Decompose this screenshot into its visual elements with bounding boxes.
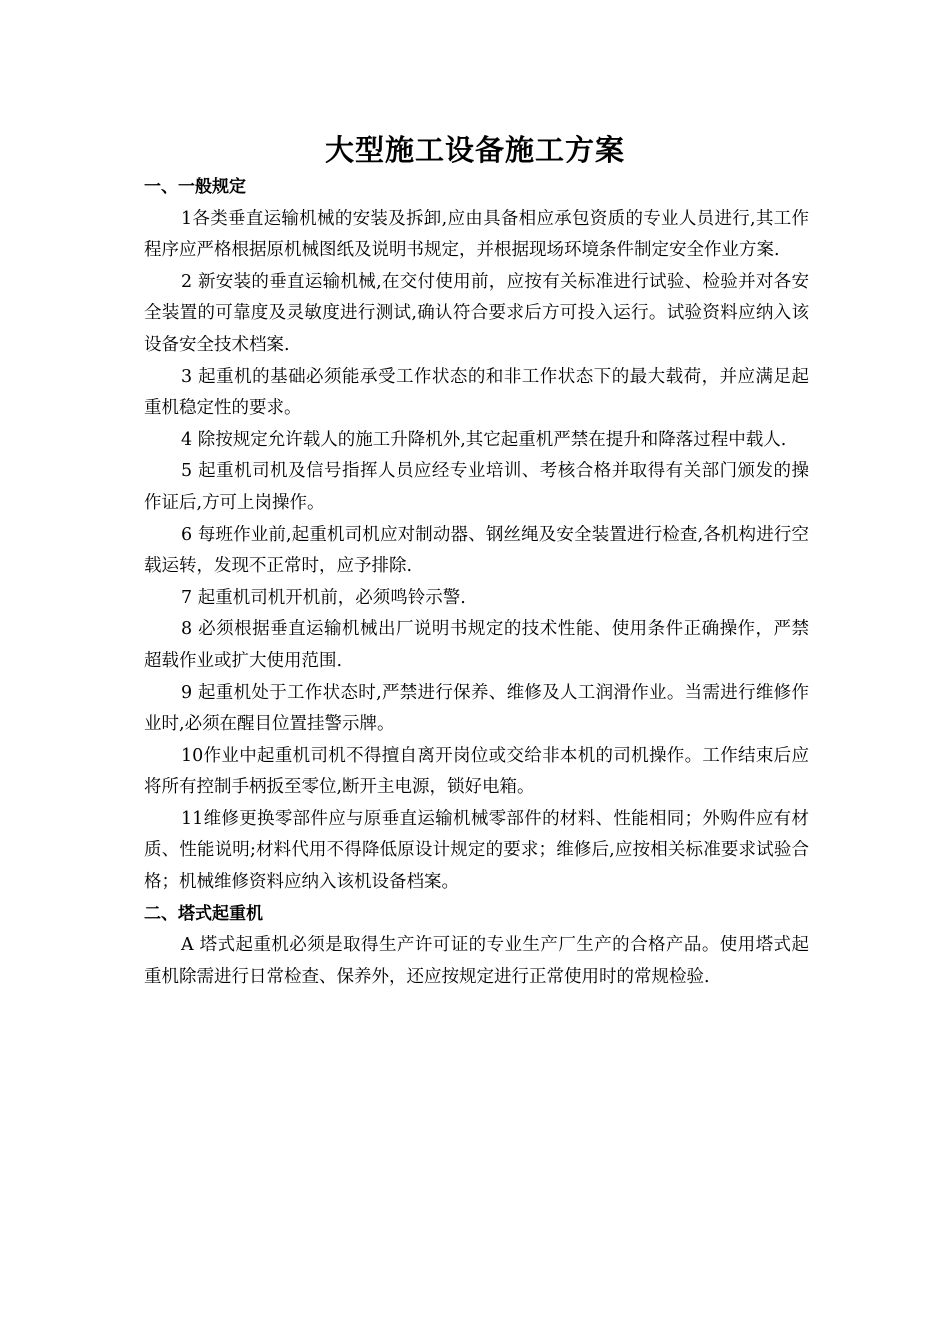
section-heading-tower-crane: 二、塔式起重机 [144,903,263,924]
paragraph-2: 2 新安装的垂直运输机械,在交付使用前，应按有关标准进行试验、检验并对各安全装置的可靠度及灵敏度进行测试,确认符合要求后方可投入运行。试验资料应纳入该设备安全技术档案. [144,271,809,355]
paragraph-4: 4 除按规定允许载人的施工升降机外,其它起重机严禁在提升和降落过程中载人. [181,429,787,450]
section-heading-general: 一、一般规定 [144,177,246,197]
paragraph-3: 3 起重机的基础必须能承受工作状态的和非工作状态下的最大载荷，并应满足起重机稳定性的要求。 [144,366,809,419]
paragraph-11: 11维修更换零部件应与原垂直运输机械零部件的材料、性能相同；外购件应有材质、性能说明;材料代用不得降低原设计规定的要求；维修后,应按相关标准要求试验合格；机械维修资料应纳入该机设备档案。 [144,808,809,893]
document-title: 大型施工设备施工方案 [324,133,625,167]
paragraph-10: 10作业中起重机司机不得擅自离开岗位或交给非本机的司机操作。工作结束后应将所有控制手柄扳至零位,断开主电源，锁好电箱。 [144,745,809,798]
document-body [144,172,809,993]
paragraph-7: 7 起重机司机开机前，必须鸣铃示警. [181,587,466,608]
paragraph-6: 6 每班作业前,起重机司机应对制动器、钢丝绳及安全装置进行检查,各机构进行空载运转，发现不正常时，应予排除. [144,524,809,577]
paragraph-1: 1各类垂直运输机械的安装及拆卸,应由具备相应承包资质的专业人员进行,其工作程序应严格根据原机械图纸及说明书规定，并根据现场环境条件制定安全作业方案. [144,208,809,261]
paragraph-8: 8 必须根据垂直运输机械出厂说明书规定的技术性能、使用条件正确操作，严禁超载作业或扩大使用范围. [144,619,809,671]
paragraph-5: 5 起重机司机及信号指挥人员应经专业培训、考核合格并取得有关部门颁发的操作证后,方可上岗操作。 [144,461,809,513]
paragraph-a: A 塔式起重机必须是取得生产许可证的专业生产厂生产的合格产品。使用塔式起重机除需进行日常检查、保养外，还应按规定进行正常使用时的常规检验. [144,935,809,987]
paragraph-9: 9 起重机处于工作状态时,严禁进行保养、维修及人工润滑作业。当需进行维修作业时,必须在醒目位置挂警示牌。 [144,682,809,735]
